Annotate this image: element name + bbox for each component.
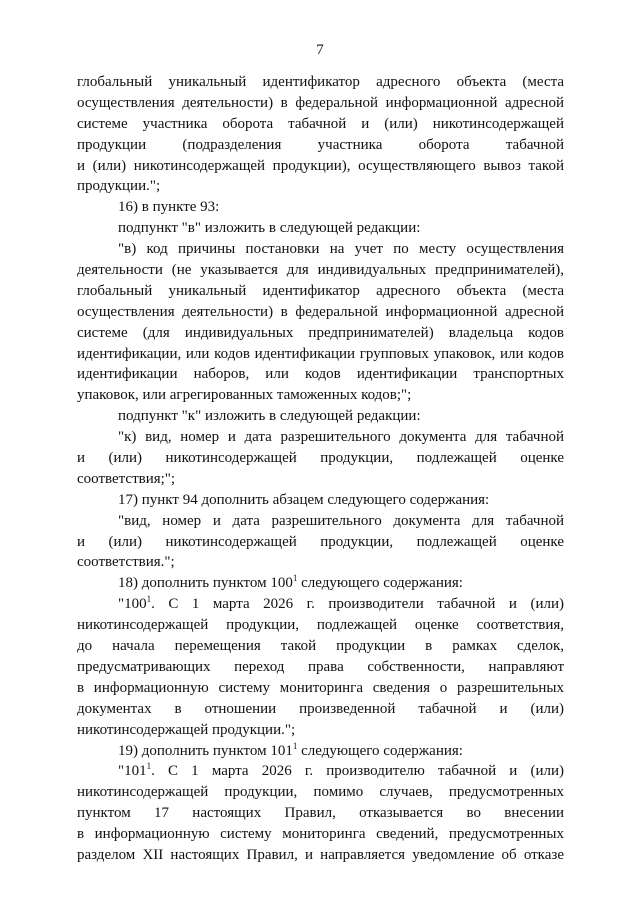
- text-line: глобальный уникальный идентификатор адресного объекта (места: [77, 282, 564, 299]
- text-line: идентификации наборов, или кодов идентификации транспортных: [77, 366, 564, 383]
- paragraph-line: "вид, номер и дата разрешительного документа для табачной: [118, 512, 564, 529]
- text-span: 18) дополнить пунктом 100: [118, 575, 293, 592]
- text-line: никотинсодержащей продукции, помимо случаев, предусмотренных: [77, 784, 564, 801]
- paragraph-line: [77, 741, 564, 762]
- text-line: пунктом 17 настоящих Правил, отказывается во внесении: [77, 805, 564, 822]
- text-line: до начала перемещения такой продукции в рамках сделок,: [77, 638, 564, 655]
- text-line: продукции.";: [77, 178, 161, 195]
- text-span: следующего содержания:: [297, 742, 463, 759]
- paragraph-line: подпункт "в" изложить в следующей редакции:: [118, 220, 421, 237]
- paragraph-line: 17) пункт 94 дополнить абзацем следующего содержания:: [118, 491, 490, 508]
- text-line: и (или) никотинсодержащей продукции, подлежащей оценке: [77, 450, 564, 467]
- text-line: предусматривающих переход права собственности, направляют: [77, 658, 564, 675]
- text-line: системе (для индивидуальных предпринимателей) владельца кодов: [77, 324, 564, 341]
- text-line: и (или) никотинсодержащей продукции), осуществляющего вывоз такой: [77, 157, 564, 174]
- document-body: [77, 72, 564, 866]
- text-line: системе участника оборота табачной и (или) никотинсодержащей: [77, 115, 564, 132]
- paragraph-line: [77, 594, 564, 615]
- text-line: в информационную систему мониторинга сведения о разрешительных: [77, 679, 564, 696]
- text-line: упаковок, или агрегированных таможенных кодов;";: [77, 387, 412, 404]
- text-span: . С 1 марта 2026 г. производителю табачной и (или): [151, 763, 564, 780]
- text-line: никотинсодержащей продукции.";: [77, 721, 296, 738]
- text-line: соответствия;";: [77, 470, 176, 487]
- paragraph-line: [77, 761, 564, 782]
- paragraph-line: подпункт "к" изложить в следующей редакции:: [118, 408, 421, 425]
- text-line: продукции (подразделения участника оборота табачной: [77, 136, 564, 153]
- text-line: документах в отношении произведенной табачной и (или): [77, 700, 564, 717]
- superscript: 1: [146, 594, 152, 605]
- text-span: "100: [118, 596, 147, 613]
- text-line: в информационную систему мониторинга сведений, предусмотренных: [77, 826, 564, 843]
- superscript: 1: [292, 573, 298, 584]
- superscript: 1: [146, 761, 152, 772]
- text-line: разделом XII настоящих Правил, и направляется уведомление об отказе: [77, 846, 564, 863]
- paragraph-line: "к) вид, номер и дата разрешительного документа для табачной: [118, 429, 564, 446]
- paragraph-line: "в) код причины постановки на учет по месту осуществления: [118, 241, 564, 258]
- superscript: 1: [292, 740, 298, 751]
- text-span: 19) дополнить пунктом 101: [118, 742, 293, 759]
- paragraph-line: [77, 573, 564, 594]
- text-line: осуществления деятельности) в федеральной информационной адресной: [77, 303, 564, 320]
- text-span: "101: [118, 763, 147, 780]
- text-line: и (или) никотинсодержащей продукции, подлежащей оценке: [77, 533, 564, 550]
- text-line: деятельности (не указывается для индивидуальных предпринимателей),: [77, 262, 564, 279]
- text-line: никотинсодержащей продукции, подлежащей оценке соответствия,: [77, 617, 564, 634]
- paragraph-line: 16) в пункте 93:: [118, 199, 220, 216]
- page-number: 7: [316, 42, 324, 58]
- text-line: осуществления деятельности) в федеральной информационной адресной: [77, 94, 564, 111]
- text-span: следующего содержания:: [297, 575, 463, 592]
- text-span: . С 1 марта 2026 г. производители табачной и (или): [151, 596, 564, 613]
- text-line: соответствия.";: [77, 554, 175, 571]
- text-line: идентификации, или кодов идентификации групповых упаковок, или кодов: [77, 345, 564, 362]
- text-line: глобальный уникальный идентификатор адресного объекта (места: [77, 74, 564, 90]
